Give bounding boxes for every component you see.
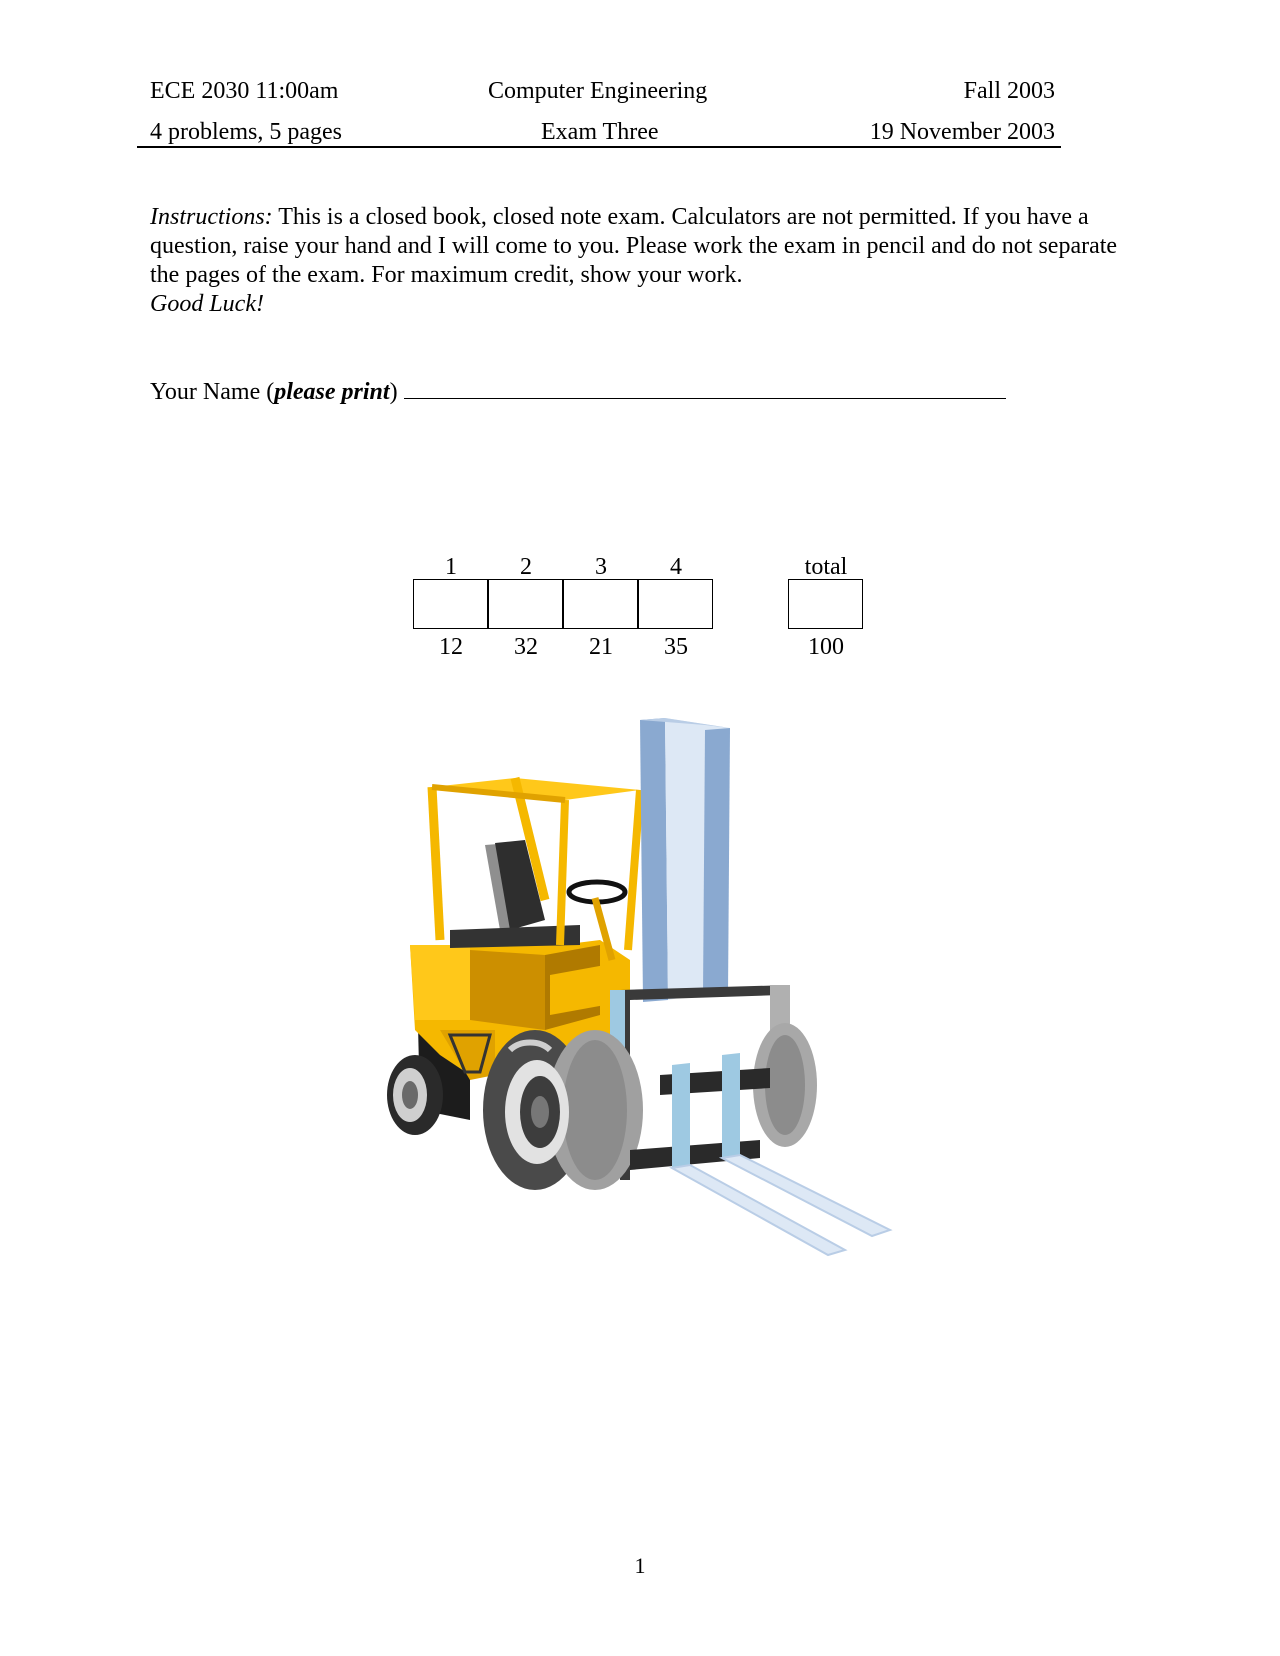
total-label: total — [804, 554, 848, 580]
term: Fall 2003 — [963, 78, 1055, 104]
department-title: Computer Engineering — [488, 78, 708, 104]
name-label-emphasis: please print — [274, 379, 390, 405]
problem-points: 12 — [439, 634, 463, 660]
instructions — [150, 203, 1130, 319]
total-points: 100 — [808, 634, 844, 660]
problem-points: 32 — [514, 634, 538, 660]
problem-label: 1 — [445, 554, 457, 580]
forklift-icon — [370, 710, 910, 1270]
exam-title: Exam Three — [541, 119, 659, 145]
name-label-prefix: Your Name ( — [150, 379, 275, 405]
score-box-4[interactable] — [638, 579, 713, 629]
name-label-suffix: ) — [389, 379, 398, 405]
problem-label: 2 — [520, 554, 532, 580]
score-box-total[interactable] — [788, 579, 863, 629]
course-title: ECE 2030 11:00am — [150, 78, 339, 104]
header-rule — [137, 146, 1061, 148]
problem-points: 35 — [664, 634, 688, 660]
problem-points: 21 — [589, 634, 613, 660]
score-box-3[interactable] — [563, 579, 638, 629]
name-input-line[interactable] — [404, 374, 1006, 399]
name-field — [150, 374, 1006, 407]
score-box-1[interactable] — [413, 579, 488, 629]
instructions-label: Instructions: — [150, 204, 273, 230]
problems-pages: 4 problems, 5 pages — [150, 119, 342, 145]
page-number: 1 — [634, 1553, 646, 1578]
problem-label: 3 — [595, 554, 607, 580]
exam-date: 19 November 2003 — [869, 119, 1055, 145]
good-luck: Good Luck! — [150, 291, 264, 317]
score-box-2[interactable] — [488, 579, 563, 629]
problem-label: 4 — [670, 554, 682, 580]
instructions-text: This is a closed book, closed note exam. Calculators are not permitted. If you have a question, raise your hand and I will come to you. Please work the exam in pencil and do not separate the pages of the exam. For maximum credit, show your work. — [150, 204, 1118, 288]
